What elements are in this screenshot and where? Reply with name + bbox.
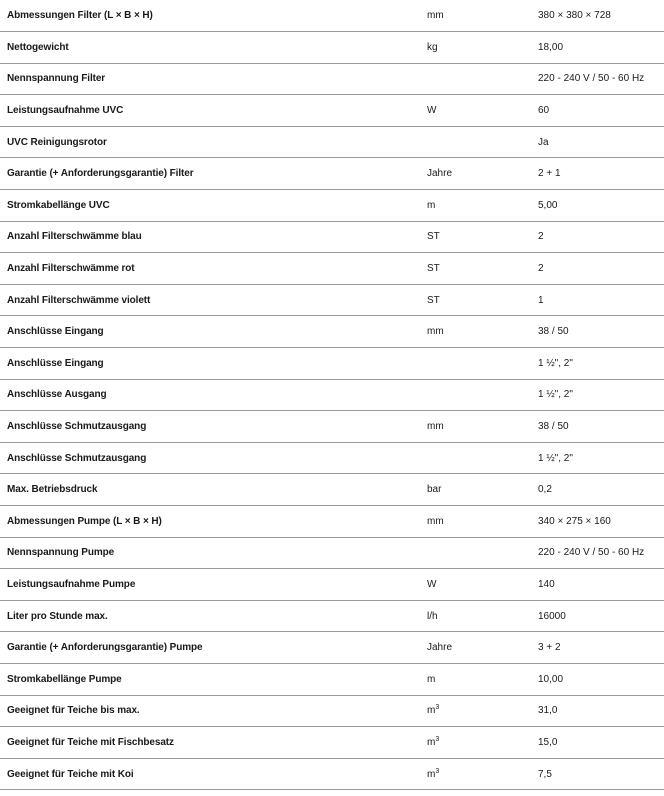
spec-row: [0, 758, 664, 790]
spec-unit-text: bar: [427, 484, 442, 496]
spec-value: 2: [538, 221, 664, 253]
spec-row: [0, 284, 664, 316]
spec-label: Anzahl Filterschwämme violett: [0, 284, 427, 316]
spec-value: 10,00: [538, 663, 664, 695]
spec-value: 38 / 50: [538, 411, 664, 443]
spec-unit: [427, 758, 538, 790]
spec-unit-text: ST: [427, 263, 440, 275]
spec-value: 2: [538, 253, 664, 285]
spec-row: [0, 474, 664, 506]
spec-row: [0, 663, 664, 695]
spec-label: Nennspannung Filter: [0, 63, 427, 95]
spec-label: Liter pro Stunde max.: [0, 600, 427, 632]
spec-unit-text: m: [427, 705, 436, 717]
spec-value: 1 ½", 2": [538, 348, 664, 380]
spec-row: [0, 190, 664, 222]
spec-unit: [427, 474, 538, 506]
spec-row: [0, 632, 664, 664]
spec-label: Max. Betriebsdruck: [0, 474, 427, 506]
spec-value: 7,5: [538, 758, 664, 790]
spec-unit-superscript: 3: [435, 704, 440, 712]
spec-unit-text: m: [427, 768, 436, 780]
spec-label: Garantie (+ Anforderungsgarantie) Filter: [0, 158, 427, 190]
spec-label: Anschlüsse Schmutzausgang: [0, 442, 427, 474]
spec-label: Leistungsaufnahme Pumpe: [0, 569, 427, 601]
spec-label: Anschlüsse Eingang: [0, 348, 427, 380]
spec-value: 15,0: [538, 727, 664, 759]
spec-label: Geeignet für Teiche mit Fischbesatz: [0, 727, 427, 759]
spec-unit: [427, 537, 538, 569]
spec-value: 60: [538, 95, 664, 127]
spec-row: [0, 126, 664, 158]
spec-unit: [427, 442, 538, 474]
spec-label: Geeignet für Teiche bis max.: [0, 695, 427, 727]
spec-label: Abmessungen Pumpe (L × B × H): [0, 506, 427, 538]
spec-label: UVC Reinigungsrotor: [0, 126, 427, 158]
spec-unit-text: Jahre: [427, 642, 453, 654]
spec-unit-text: ST: [427, 231, 440, 243]
spec-row: [0, 411, 664, 443]
spec-label: Nennspannung Pumpe: [0, 537, 427, 569]
spec-unit: [427, 95, 538, 127]
spec-unit-text: ST: [427, 294, 440, 306]
spec-value: 1: [538, 284, 664, 316]
spec-value: 220 - 240 V / 50 - 60 Hz: [538, 537, 664, 569]
spec-label: Anschlüsse Schmutzausgang: [0, 411, 427, 443]
spec-value: 38 / 50: [538, 316, 664, 348]
spec-label: Stromkabellänge UVC: [0, 190, 427, 222]
spec-value: 340 × 275 × 160: [538, 506, 664, 538]
spec-unit-text: mm: [427, 10, 444, 22]
spec-unit: [427, 695, 538, 727]
spec-row: [0, 569, 664, 601]
spec-row: [0, 158, 664, 190]
spec-row: [0, 727, 664, 759]
spec-unit-text: m: [427, 736, 436, 748]
spec-row: [0, 348, 664, 380]
spec-unit: [427, 63, 538, 95]
spec-unit-text: W: [427, 105, 437, 117]
spec-value: 3 + 2: [538, 632, 664, 664]
spec-value: 31,0: [538, 695, 664, 727]
spec-value: 1 ½", 2": [538, 379, 664, 411]
spec-value: 5,00: [538, 190, 664, 222]
spec-unit-text: Jahre: [427, 168, 453, 180]
spec-unit-text: W: [427, 578, 437, 590]
spec-row: [0, 379, 664, 411]
spec-label: Anschlüsse Eingang: [0, 316, 427, 348]
spec-label: Anschlüsse Ausgang: [0, 379, 427, 411]
spec-row: [0, 600, 664, 632]
spec-value: 380 × 380 × 728: [538, 0, 664, 32]
spec-label: Garantie (+ Anforderungsgarantie) Pumpe: [0, 632, 427, 664]
spec-unit: [427, 348, 538, 380]
spec-label: Geeignet für Teiche mit Koi: [0, 758, 427, 790]
spec-label: Leistungsaufnahme UVC: [0, 95, 427, 127]
spec-unit: [427, 663, 538, 695]
spec-label: Anzahl Filterschwämme blau: [0, 221, 427, 253]
spec-unit: [427, 253, 538, 285]
spec-unit: [427, 316, 538, 348]
spec-value: 0,2: [538, 474, 664, 506]
spec-unit: [427, 506, 538, 538]
spec-unit-superscript: 3: [435, 735, 440, 743]
spec-value: 18,00: [538, 32, 664, 64]
spec-unit: [427, 32, 538, 64]
spec-unit-superscript: 3: [435, 767, 440, 775]
spec-unit: [427, 569, 538, 601]
spec-unit: [427, 126, 538, 158]
spec-value: 1 ½", 2": [538, 442, 664, 474]
spec-value: Ja: [538, 126, 664, 158]
spec-unit-text: mm: [427, 515, 444, 527]
spec-row: [0, 695, 664, 727]
spec-row: [0, 316, 664, 348]
spec-row: [0, 95, 664, 127]
spec-row: [0, 506, 664, 538]
spec-unit-text: m: [427, 673, 436, 685]
spec-value: 2 + 1: [538, 158, 664, 190]
spec-label: Abmessungen Filter (L × B × H): [0, 0, 427, 32]
spec-row: [0, 221, 664, 253]
spec-label: Anzahl Filterschwämme rot: [0, 253, 427, 285]
spec-unit: [427, 190, 538, 222]
spec-unit: [427, 727, 538, 759]
spec-unit: [427, 0, 538, 32]
spec-row: [0, 63, 664, 95]
spec-value: 220 - 240 V / 50 - 60 Hz: [538, 63, 664, 95]
spec-unit: [427, 600, 538, 632]
spec-unit: [427, 411, 538, 443]
spec-unit: [427, 284, 538, 316]
spec-unit-text: kg: [427, 41, 438, 53]
spec-row: [0, 253, 664, 285]
spec-label: Stromkabellänge Pumpe: [0, 663, 427, 695]
spec-unit: [427, 158, 538, 190]
spec-value: 140: [538, 569, 664, 601]
spec-unit-text: mm: [427, 326, 444, 338]
spec-row: [0, 537, 664, 569]
spec-row: [0, 32, 664, 64]
spec-unit-text: m: [427, 199, 436, 211]
spec-row: [0, 442, 664, 474]
spec-label: Nettogewicht: [0, 32, 427, 64]
spec-unit-text: l/h: [427, 610, 438, 622]
spec-unit: [427, 221, 538, 253]
spec-unit: [427, 379, 538, 411]
spec-value: 16000: [538, 600, 664, 632]
spec-unit-text: mm: [427, 421, 444, 433]
spec-unit: [427, 632, 538, 664]
spec-row: [0, 0, 664, 32]
